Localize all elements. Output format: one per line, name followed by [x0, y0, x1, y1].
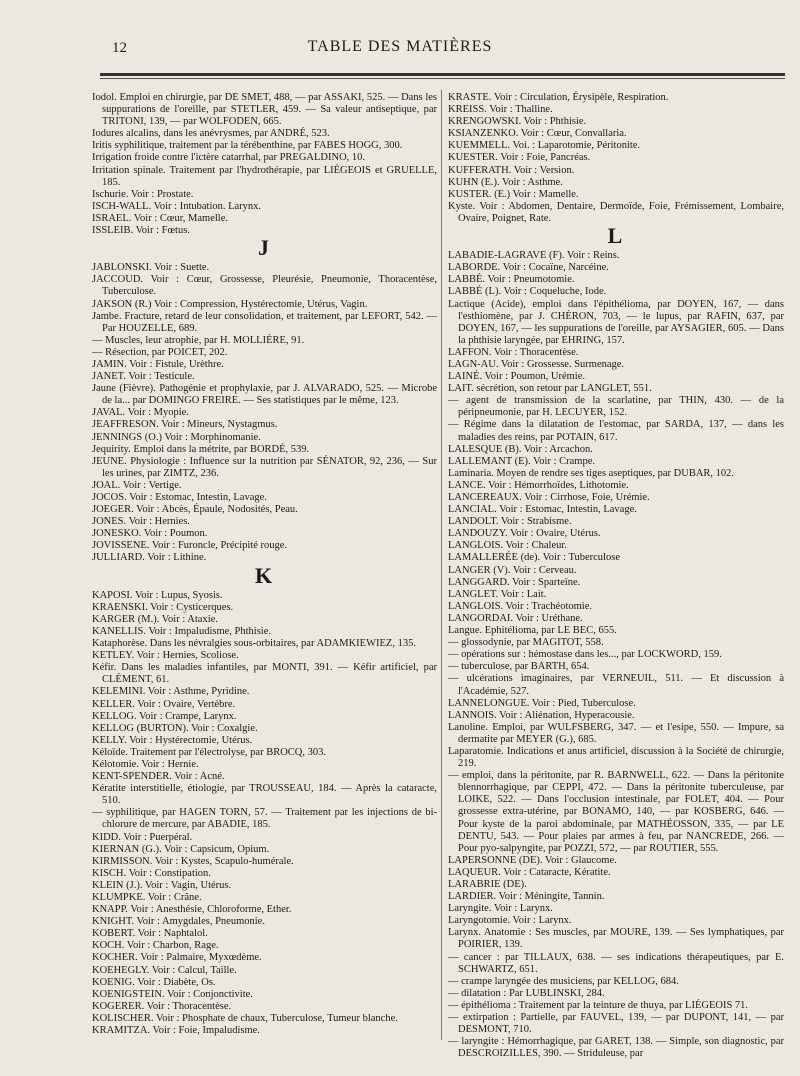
index-entry: — extirpation : Partielle, par FAUVEL, 139, — par DUPONT, 141, — par DESMONT, 710.: [448, 1012, 784, 1036]
index-entry: KRENGOWSKI. Voir : Phthisie.: [448, 116, 587, 128]
index-entry: KETLEY. Voir : Hernies, Scoliose.: [92, 650, 239, 662]
index-entry: — Régime dans la dilatation de l'estomac, par SARDA, 137, — dans les maladies des reins, par POTAIN, 617.: [448, 419, 784, 443]
index-entry: LAGN-AU. Voir : Grossesse. Surmenage.: [448, 358, 625, 370]
index-entry: KRASTE. Voir : Circulation, Érysipèle, Respiration.: [448, 92, 669, 103]
index-entry: Jambe. Fracture, retard de leur consolidation, et traitement, par LEFORT, 542. — Par HOUZELLE, 689.: [92, 310, 437, 334]
index-block-k-continued: [448, 92, 784, 225]
index-entry: JULLIARD. Voir : Lithine.: [92, 552, 207, 564]
index-entry: KRAENSKI. Voir : Cysticerques.: [92, 601, 234, 613]
index-entry: KREISS. Voir : Thalline.: [448, 104, 553, 116]
index-entry: KLUMPKE. Voir : Crâne.: [92, 892, 202, 903]
header-rule: [100, 73, 785, 76]
index-entry: LANCE. Voir : Hémorrhoïdes, Lithotomie.: [448, 479, 629, 491]
index-entry: KNIGHT. Voir : Amygdales, Pneumonie.: [92, 916, 265, 928]
index-entry: KRAMITZA. Voir : Foie, Impaludisme.: [92, 1025, 260, 1037]
index-entry: JONES. Voir : Hernies.: [92, 516, 190, 528]
index-entry: JAMIN. Voir : Fistule, Urèthre.: [92, 358, 224, 370]
index-entry: LAPERSONNE (DE). Voir : Glaucome.: [448, 854, 617, 866]
index-entry: KOGERER. Voir : Thoracentèse.: [92, 1000, 232, 1012]
index-entry: Jequirity. Emploi dans la métrite, par BORDÉ, 539.: [92, 443, 310, 455]
index-entry: Kélotomie. Voir : Hernie.: [92, 758, 199, 770]
index-entry: Laparatomie. Indications et anus artificiel, discussion à la Société de chirurgie, 219.: [448, 745, 784, 770]
index-entry: KNAPP. Voir : Anesthésie, Chloroforme, Ether.: [92, 904, 292, 916]
index-entry: LANGLOIS. Voir : Trachéotomie.: [448, 600, 592, 612]
index-entry: Iritis syphilitique, traitement par la térébenthine, par FABES HOGG, 300.: [92, 140, 403, 152]
index-entry: JACCOUD. Voir : Cœur, Grossesse, Pleurésie, Pneumonie, Thoracentèse, Tuberculose.: [92, 274, 437, 298]
index-entry: — laryngite : Hémorrhagique, par GARET, 138. — Simple, son diagnostic, par DESCROIZILLES, 390. — Striduleuse, par: [448, 1036, 784, 1060]
index-entry: KOLISCHER. Voir : Phosphate de chaux, Tuberculose, Tumeur blanche.: [92, 1012, 398, 1024]
index-entry: LAMALLERÉE (de). Voir : Tuberculose: [448, 552, 620, 564]
index-entry: LABADIE-LAGRAVE (F). Voir : Reins.: [448, 250, 620, 262]
index-entry: Laminaria. Moyen de rendre ses tiges aseptiques, par DUBAR, 102.: [448, 467, 735, 479]
index-entry: Ischurie. Voir : Prostate.: [92, 188, 194, 200]
index-entry: KOENIGSTEIN. Voir : Conjonctivite.: [92, 988, 253, 1000]
index-entry: Iodures alcalins, dans les anévrysmes, par ANDRÉ, 523.: [92, 128, 330, 140]
index-entry: KOCH. Voir : Charbon, Rage.: [92, 940, 219, 952]
index-block-k: [92, 590, 437, 1037]
index-entry: LARDIER. Voir : Méningite, Tannin.: [448, 891, 605, 903]
index-entry: KISCH. Voir : Constipation.: [92, 867, 211, 879]
index-entry: ISCH-WALL. Voir : Intubation. Larynx.: [92, 200, 262, 212]
index-entry: KELLOG. Voir : Crampe, Larynx.: [92, 710, 237, 722]
letter-heading-j: J: [258, 235, 271, 261]
index-entry: Langue. Ephitélioma, par LE BEC, 655.: [448, 625, 617, 637]
page-number: 12: [112, 40, 127, 56]
index-entry: JAVAL. Voir : Myopie.: [92, 407, 189, 419]
index-entry: — crampe laryngée des musiciens, par KELLOG, 684.: [448, 975, 679, 987]
index-entry: Kéloïde. Traitement par l'électrolyse, par BROCQ, 303.: [92, 746, 327, 758]
index-entry: KUEMMELL. Voi. : Laparotomie, Péritonite.: [448, 140, 641, 152]
index-entry: KELLER. Voir : Ovaire, Vertèbre.: [92, 698, 236, 710]
index-entry: — ulcérations imaginaires, par VERNEUIL, 511. — Et discussion à l'Académie, 527.: [448, 673, 784, 697]
index-entry: KAPOSI. Voir : Lupus, Syosis.: [92, 589, 223, 601]
index-entry: LANCEREAUX. Voir : Cirrhose, Foie, Urémie.: [448, 492, 650, 503]
index-entry: — agent de transmission de la scarlatine, par THIN, 430. — de la péripneumonie, par H. LECUYER, 152.: [448, 395, 784, 419]
index-entry: KIDD. Voir : Puerpéral.: [92, 831, 193, 843]
letter-heading-k: K: [254, 562, 275, 588]
index-entry: Lactique (Acide), emploi dans l'épithélioma, par DOYEN, 167, — dans l'esthiomène, par J. CHÉRON, 703, — le lupus, par RAFIN, 637, par DOYEN, 167, — les suppurations de l'oreille, par AYSAGIER, 605. — Dans la phthisie laryngée, par EHRING, 157.: [448, 298, 784, 346]
index-entry: JOCOS. Voir : Estomac, Intestin, Lavage.: [92, 492, 267, 503]
index-entry: JENNINGS (O.) Voir : Morphinomanie.: [92, 431, 261, 443]
header-rule-thin: [100, 78, 785, 79]
index-block-j: [92, 262, 437, 564]
index-entry: Laryngite. Voir : Larynx.: [448, 903, 553, 915]
index-entry: Irritation spinale. Traitement par l'hydrothérapie, par LIÉGEOIS et GRUELLE, 185.: [92, 164, 437, 188]
left-column: [92, 92, 437, 1037]
index-entry: KELEMINI. Voir : Asthme, Pyridine.: [92, 686, 250, 698]
index-entry: KOCHER. Voir : Palmaire, Myxœdème.: [92, 952, 262, 964]
index-entry: JANET. Voir : Testicule.: [92, 371, 195, 383]
index-entry: KOEHEGLY. Voir : Calcul, Taille.: [92, 964, 237, 976]
index-entry: KIERNAN (G.). Voir : Capsicum, Opium.: [92, 843, 270, 855]
index-entry: — cancer : par TILLAUX, 638. — ses indications thérapeutiques, par E. SCHWARTZ, 651.: [448, 951, 784, 975]
index-entry: LANGGARD. Voir : Sparteïne.: [448, 576, 581, 588]
index-block-l: [448, 250, 784, 1060]
index-entry: KANELLIS. Voir : Impaludisme, Phthisie.: [92, 625, 271, 637]
index-entry: LANNELONGUE. Voir : Pied, Tuberculose.: [448, 697, 636, 709]
index-entry: ISSLEIB. Voir : Fœtus.: [92, 225, 190, 237]
index-entry: JEAFFRESON. Voir : Mineurs, Nystagmus.: [92, 419, 278, 431]
running-title: TABLE DES MATIÈRES: [307, 38, 493, 55]
index-entry: KENT-SPENDER. Voir : Acné.: [92, 771, 225, 783]
index-entry: LAFFON. Voir : Thoracentèse.: [448, 346, 579, 358]
index-entry: Iodol. Emploi en chirurgie, par DE SMET, 488, — par ASSAKI, 525. — Dans les suppurations de l'oreille, par STETLER, 459. — Sa valeur antiseptique, par TRITONI, 139, — par WOLFODEN, 665.: [92, 92, 437, 128]
index-entry: LAQUEUR. Voir : Cataracte, Kératite.: [448, 866, 611, 878]
index-entry: KUSTER. (E.) Voir : Mamelle.: [448, 188, 579, 200]
index-entry: LALESQUE (B). Voir : Arcachon.: [448, 443, 593, 455]
index-entry: KARGER (M.). Voir : Ataxie.: [92, 613, 218, 625]
index-entry: KOBERT. Voir : Naphtalol.: [92, 928, 208, 940]
index-entry: LANCIAL. Voir : Estomac, Intestin, Lavage.: [448, 504, 637, 516]
index-entry: JONESKO. Voir : Poumon.: [92, 528, 208, 540]
index-entry: — glossodynie, par MAGITOT, 558.: [448, 637, 604, 649]
index-entry: KELLY. Voir : Hystérectomie, Utérus.: [92, 734, 253, 746]
index-entry: KUESTER. Voir : Foie, Pancréas.: [448, 152, 591, 164]
index-entry: LARABRIE (DE).: [448, 879, 527, 890]
index-entry: Kéfir. Dans les maladies infantiles, par MONTI, 391. — Kéfir artificiel, par CLÉMENT, 61.: [92, 662, 437, 686]
index-entry: — épithélioma : Traitement par la teinture de thuya, par LIÉGEOIS 71.: [448, 999, 749, 1011]
index-entry: LANDOLT. Voir : Strabisme.: [448, 516, 572, 528]
index-entry: LAIT. sécrétion, son retour par LANGLET, 551.: [448, 383, 652, 395]
index-entry: LAINÉ. Voir : Poumon, Urémie.: [448, 371, 585, 383]
index-entry: KELLOG (BURTON). Voir : Coxalgie.: [92, 722, 258, 734]
index-entry: KIRMISSON. Voir : Kystes, Scapulo-humérale.: [92, 855, 294, 867]
index-entry: KOENIG. Voir : Diabète, Os.: [92, 976, 216, 988]
index-entry: Larynx. Anatomie : Ses muscles, par MOURE, 139. — Ses lymphatiques, par POIRIER, 139.: [448, 927, 784, 951]
index-entry: JEUNE. Physiologie : Influence sur la nutrition par SÉNATOR, 92, 236, — Sur les urines, par ZIMTZ, 236.: [92, 455, 437, 479]
index-entry: KSIANZENKO. Voir : Cœur, Convallaria.: [448, 128, 627, 140]
index-entry: LABORDE. Voir : Cocaïne, Narcéine.: [448, 262, 609, 274]
index-entry: — Résection, par POICET, 202.: [92, 346, 228, 358]
index-entry: JAKSON (R.) Voir : Compression, Hystérectomie, Utérus, Vagin.: [92, 298, 368, 310]
index-entry: LANGLET. Voir : Lait.: [448, 588, 547, 600]
letter-heading-l: L: [607, 223, 625, 249]
index-entry: — opérations sur : hémostase dans les..., par LOCKWORD, 159.: [448, 649, 722, 661]
index-entry: Kataphorèse. Dans les névralgies sous-orbitaires, par ADAMKIEWIEZ, 135.: [92, 638, 416, 650]
index-entry: LANDOUZY. Voir : Ovaire, Utérus.: [448, 528, 601, 540]
index-entry: — Muscles, leur atrophie, par H. MOLLIÈRE, 91.: [92, 334, 305, 346]
index-entry: — emploi, dans la péritonite, par R. BARNWELL, 622. — Dans la péritonite blennorrhagique, par CEPPI, 472. — Dans la péritonite tuberculeuse, par LOIKE, 522. — Dans l'occlusion intestinale, par FOLET, 404. — Pour grossesse extra-utérine, par BONAMO, 140, — par KOSBERG, 646. — Pour kyste de la paroi abdominale, par MATHÉOSSON, 335, — par LE DENTU, 543. — Pour plaies par armes à feu, par NANCREDE, 266. — Pour pyo-salpyngite, par POZZI, 572, — par ROUTIER, 555.: [448, 770, 784, 854]
index-entry: JOEGER. Voir : Abcès, Épaule, Nodosités, Peau.: [92, 504, 298, 516]
index-entry: Lanoline. Emploi, par WULFSBERG, 347. — et l'esipe, 550. — Impure, sa dermatite par MEYER (G.), 685.: [448, 721, 784, 745]
index-entry: Jaune (Fièvre). Pathogénie et prophylaxie, par J. ALVARADO, 525. — Microbe de la... par DOMINGO FREIRE. — Ses statistiques par le même, 123.: [92, 383, 437, 407]
index-entry: KLEIN (J.). Voir : Vagin, Utérus.: [92, 879, 232, 891]
index-entry: KUFFERATH. Voir : Version.: [448, 164, 575, 176]
index-entry: Kyste. Voir : Abdomen, Dentaire, Dermoïde, Foie, Frémissement, Lombaire, Ovaire, Poignet, Rate.: [448, 200, 784, 224]
index-entry: — syphilitique, par HAGEN TORN, 57. — Traitement par les injections de bi-chlorure de mercure, par ABADIE, 185.: [92, 807, 437, 831]
index-block-i: [92, 92, 437, 237]
index-entry: JOVISSENE. Voir : Furoncle, Précipité rouge.: [92, 540, 288, 552]
index-entry: LABBÉ. Voir : Pneumotomie.: [448, 274, 575, 286]
index-entry: Irrigation froide contre l'ictère catarrhal, par PREGALDINO, 10.: [92, 152, 366, 164]
index-entry: JOAL. Voir : Vertige.: [92, 479, 182, 491]
index-entry: LANNOIS. Voir : Aliénation, Hyperacousie.: [448, 709, 635, 721]
index-entry: Kératite interstitielle, étiologie, par TROUSSEAU, 184. — Après la cataracte, 510.: [92, 783, 437, 807]
index-entry: Laryngotomie. Voir : Larynx.: [448, 915, 572, 927]
index-entry: LALLEMANT (E). Voir : Crampe.: [448, 455, 595, 467]
right-column: [448, 92, 784, 1060]
index-entry: KUHN (E.). Voir : Asthme.: [448, 176, 563, 188]
index-entry: LANGORDAI. Voir : Uréthane.: [448, 612, 583, 624]
index-entry: ISRAEL. Voir : Cœur, Mamelle.: [92, 212, 228, 224]
index-entry: LABBÉ (L). Voir : Coqueluche, Iode.: [448, 286, 607, 298]
index-entry: — tuberculose, par BARTH, 654.: [448, 661, 590, 673]
index-entry: LANGLOIS. Voir : Chaleur.: [448, 540, 567, 552]
index-entry: — dilatation : Par LUBLINSKI, 284.: [448, 987, 605, 999]
index-entry: JABLONSKI. Voir : Suette.: [92, 262, 210, 274]
index-entry: LANGER (V). Voir : Cerveau.: [448, 564, 577, 576]
column-separator: [441, 90, 442, 1040]
